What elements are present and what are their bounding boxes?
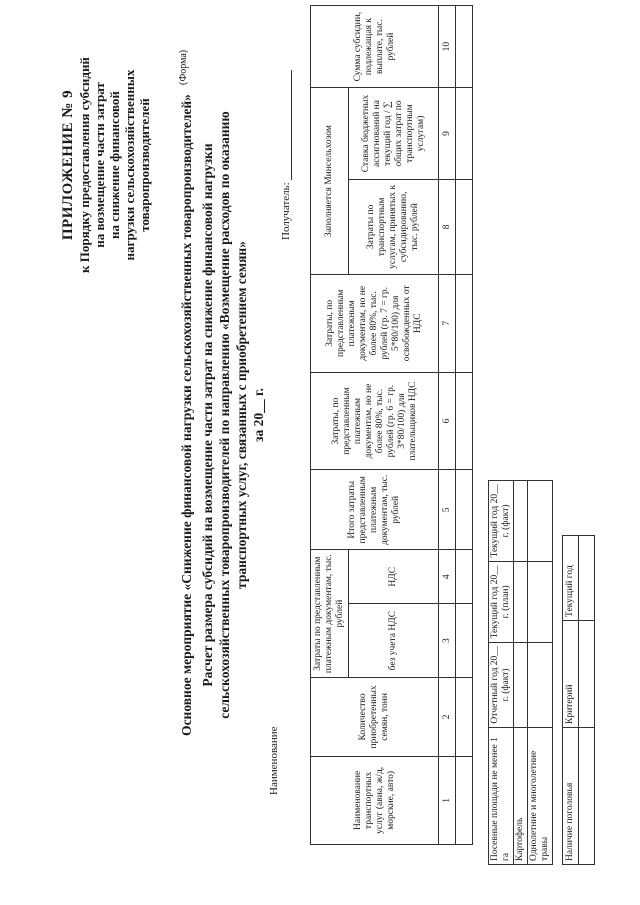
col-header-2: Количество приобретенных семян, тонн — [311, 678, 439, 757]
table-cell — [579, 536, 595, 621]
table-row — [514, 481, 528, 865]
col-header-1: Наименование транспортных услуг (авиа, ж/д, морские, авто) — [311, 756, 439, 844]
col-header-5: Итого затраты представленным платежным документам, тыс. рублей — [311, 470, 439, 550]
area-header: Отчетный год 20__ г. (факт) — [489, 642, 514, 727]
livestock-criteria-table — [562, 535, 595, 865]
recipient-field — [280, 70, 292, 240]
col-number: 5 — [439, 470, 456, 550]
col-number: 7 — [439, 274, 456, 372]
col-header-6: Затраты, по представленным платежным документам, но не более 80%, тыс. рублей (гр. 6 = гр. 3*80/100) для плательщиков НДС — [311, 372, 439, 470]
document-title — [178, 65, 267, 765]
table-cell — [528, 642, 553, 727]
calc-title-line: транспортных услуг, связанных с приобретением семян» — [234, 241, 249, 589]
area-header: Текущий год 20__ г. (факт) — [489, 481, 514, 562]
appendix-number: ПРИЛОЖЕНИЕ № 9 — [60, 89, 76, 241]
table-cell — [456, 604, 473, 678]
criteria-header: Наличие поголовья — [563, 728, 579, 865]
area-row-label: Однолетние и многолетние травы — [528, 728, 553, 865]
col-number: 9 — [439, 88, 456, 180]
criteria-header: Текущий год — [563, 536, 579, 621]
col-header-3: без учета НДС — [349, 604, 439, 678]
appendix-line: товаропроизводителей — [137, 98, 152, 232]
col-number: 10 — [439, 6, 456, 88]
table-cell — [579, 728, 595, 865]
table-row — [579, 536, 595, 865]
table-row — [456, 6, 473, 845]
name-field — [268, 726, 280, 795]
recipient-label: Получатель: — [280, 182, 292, 240]
col-number: 1 — [439, 756, 456, 844]
col-header-8: Затраты по транспортным услугам, принятых к субсидированию, тыс. рублей — [349, 179, 439, 274]
col-header-7: Затраты, по представленным платежным документам, но не более 80%, тыс. рублей (гр. 7 = гр. 5*80/100) для освобожденных от НДС — [311, 274, 439, 372]
appendix-line: на возмещение части затрат — [92, 82, 107, 248]
subsidy-calculation-table — [310, 5, 473, 845]
calculation-title — [199, 65, 267, 765]
calc-title-line: сельскохозяйственных товаропроизводителей по направлению «Возмещение расходов по оказанию — [217, 111, 232, 719]
calc-title-line: Расчет размера субсидий на возмещение части затрат на снижение финансовой нагрузки — [200, 143, 215, 687]
form-label: (Форма) — [178, 49, 189, 85]
table-cell — [456, 470, 473, 550]
main-measure-title: Основное мероприятие «Снижение финансовой нагрузки сельскохозяйственных товаропроизводителей» — [179, 94, 194, 736]
col-number: 6 — [439, 372, 456, 470]
table-row — [528, 481, 553, 865]
table-cell — [456, 88, 473, 180]
table-cell — [456, 756, 473, 844]
table-cell — [456, 6, 473, 88]
area-header: Посевные площади не менее 1 га — [489, 728, 514, 865]
table-cell — [456, 678, 473, 757]
table-cell — [456, 274, 473, 372]
col-header-8-9: Заполняется Минсельхозом — [311, 88, 349, 275]
table-cell — [514, 481, 528, 562]
calc-title-line: за 20__ г. — [251, 388, 266, 442]
area-header: Текущий год 20__ г. (план) — [489, 561, 514, 642]
appendix-line: к Порядку предоставления субсидий — [77, 57, 92, 273]
table-cell — [456, 179, 473, 274]
col-number: 8 — [439, 179, 456, 274]
recipient-underline — [281, 70, 292, 180]
col-number: 2 — [439, 678, 456, 757]
table-cell — [456, 550, 473, 604]
col-number: 4 — [439, 550, 456, 604]
table-cell — [514, 642, 528, 727]
col-header-10: Сумма субсидии, подлежащая к выплате, тыс. рублей — [311, 6, 439, 88]
appendix-header — [60, 15, 152, 315]
area-row-label: Картофель — [514, 728, 528, 865]
col-header-4: НДС — [349, 550, 439, 604]
col-header-3-4: Затраты по представленным платежным документам, тыс. рублей — [311, 550, 349, 678]
appendix-line: нагрузки сельскохозяйственных — [122, 69, 137, 261]
table-cell — [456, 372, 473, 470]
criteria-header: Критерий — [563, 621, 579, 728]
col-header-9: Ставка бюджетных ассигнований на текущий год / ∑ общих затрат по транспортным услугам) — [349, 88, 439, 180]
table-cell — [514, 561, 528, 642]
table-cell — [579, 621, 595, 728]
col-number: 3 — [439, 604, 456, 678]
appendix-line: на снижение финансовой — [107, 91, 122, 239]
table-cell — [528, 481, 553, 562]
table-cell — [528, 561, 553, 642]
name-label: Наименование — [268, 726, 280, 795]
sown-area-table — [488, 480, 553, 865]
